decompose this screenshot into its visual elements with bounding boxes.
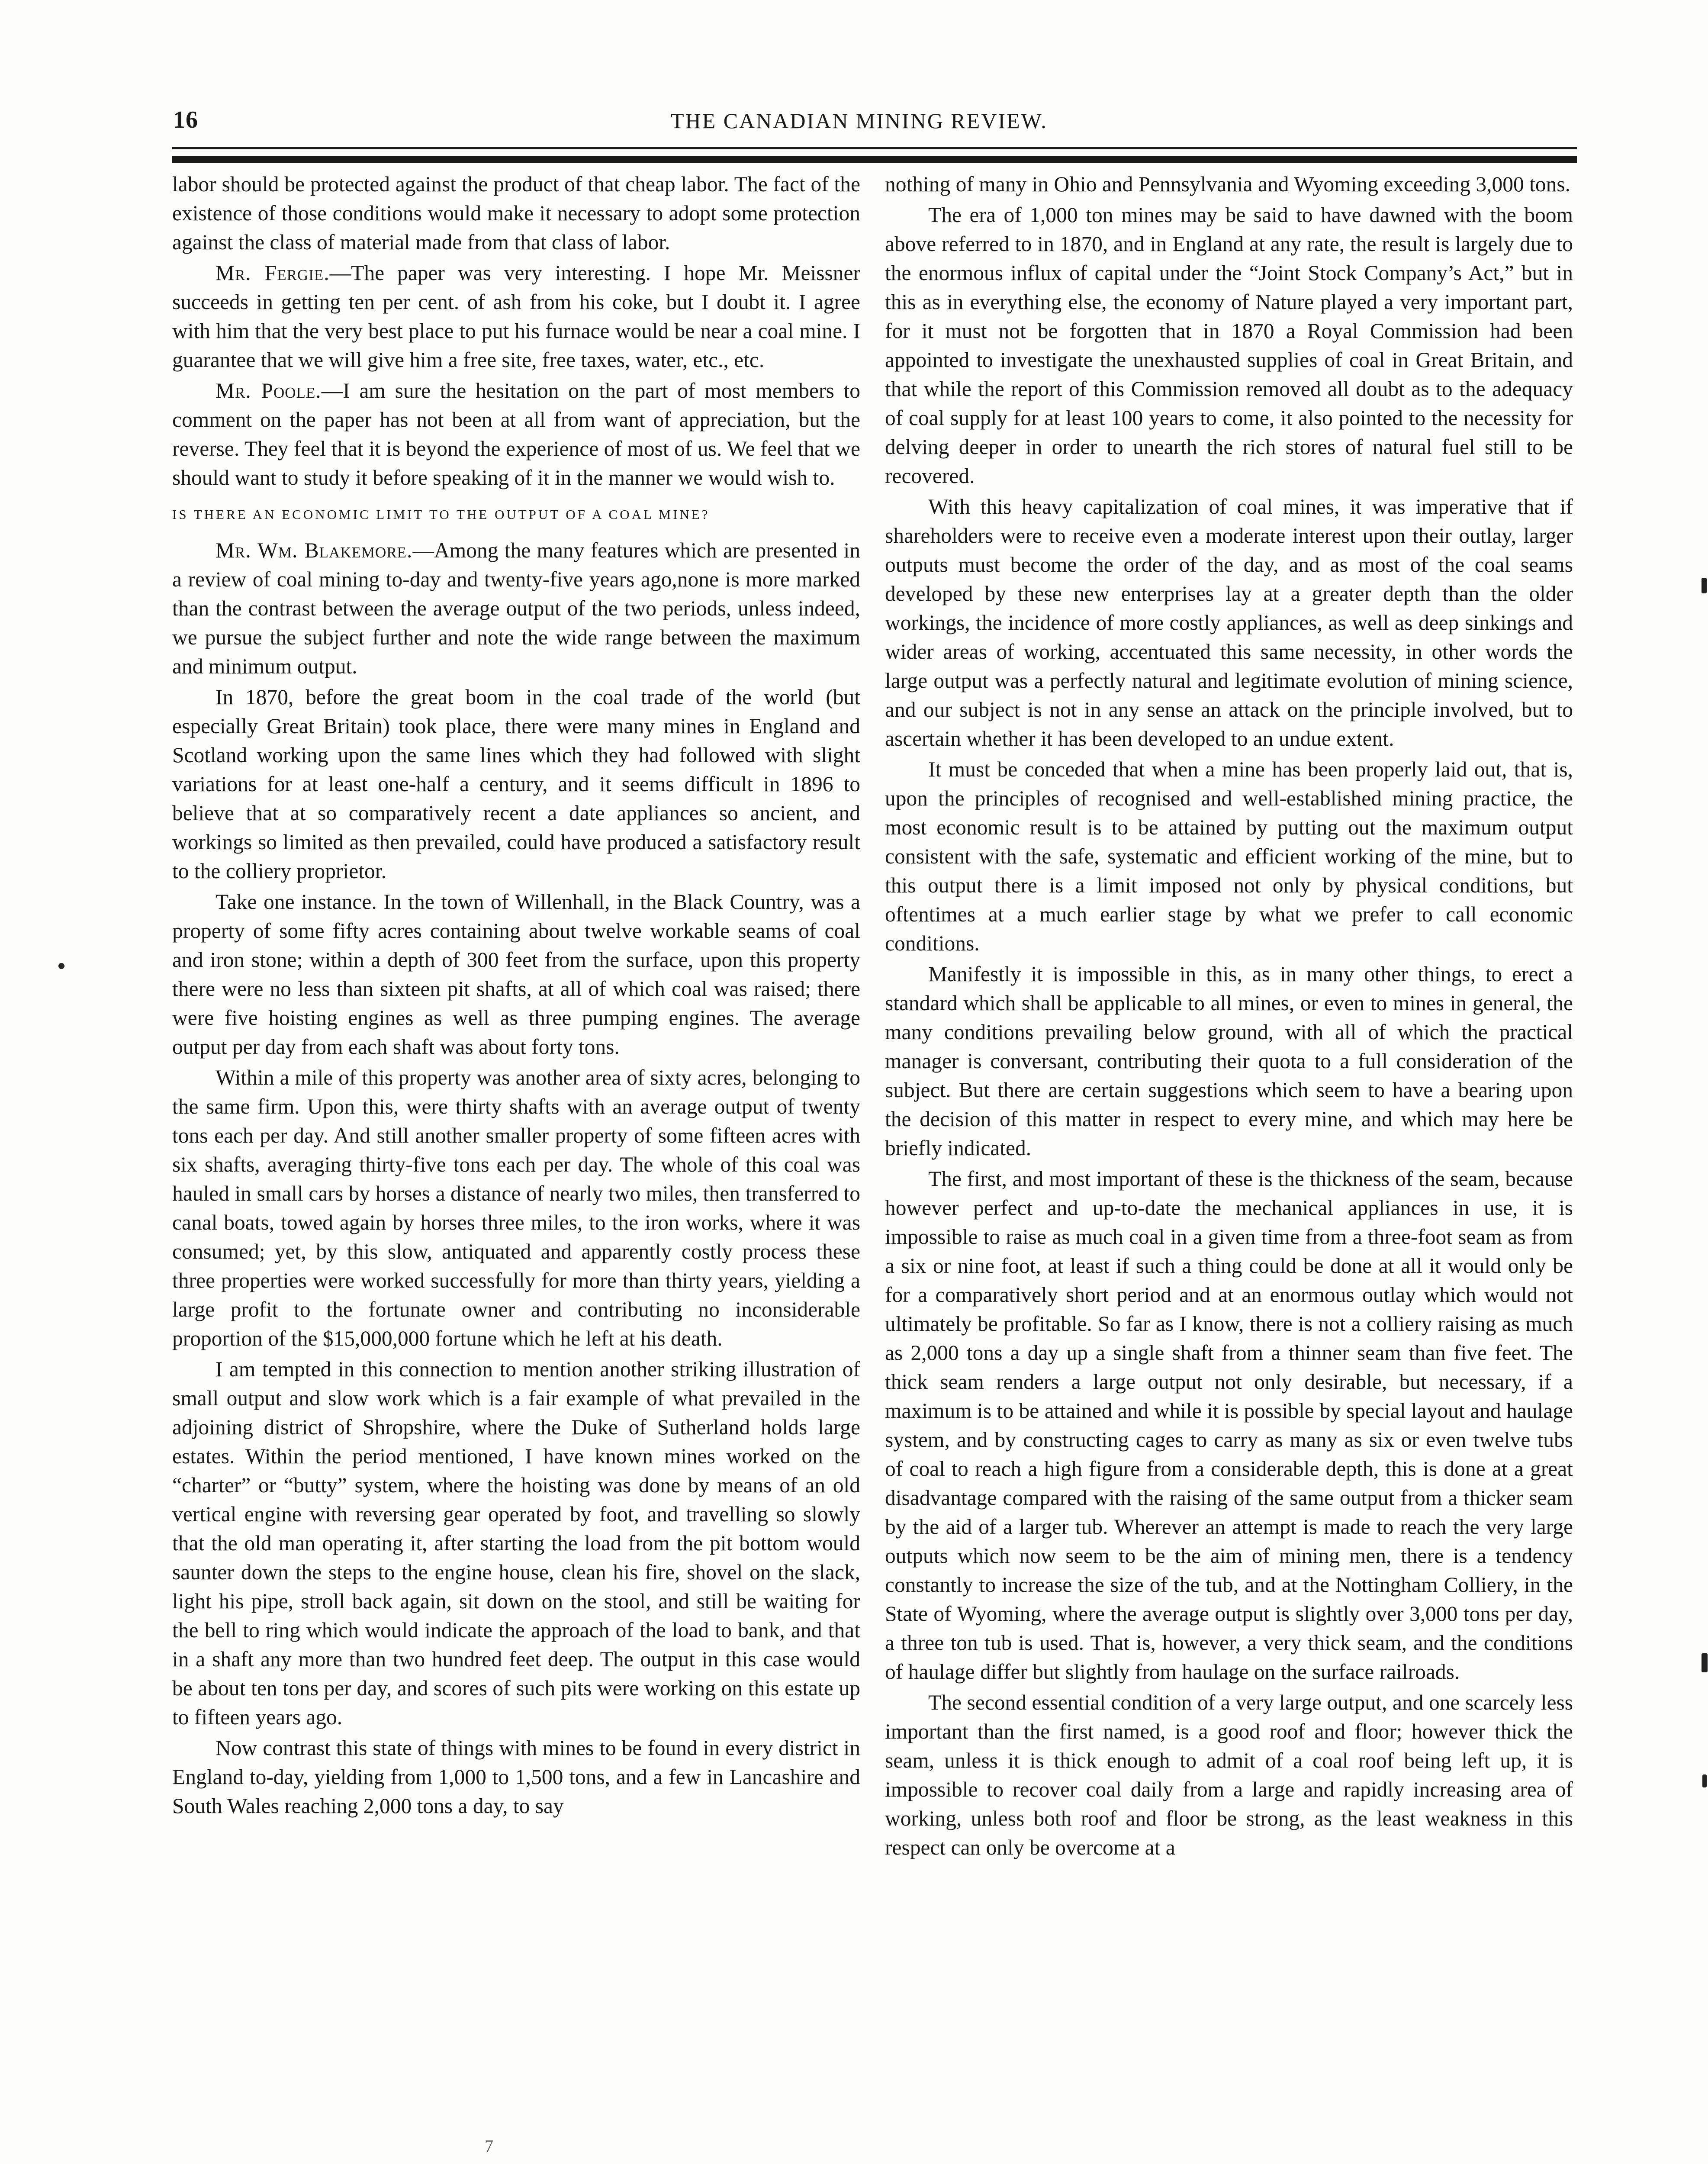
running-title: THE CANADIAN MINING REVIEW. [671, 109, 1048, 133]
paragraph: In 1870, before the great boom in the coal trade of the world (but especially Great Britain) took place, there were many mines in England and Scotland working upon the same lines which they had followed with slight variations for at least one-half a century, and it seems difficult in 1896 to believe that at so comparatively recent a date appliances so ancient, and workings so limited as then prevailed, could have produced a satisfactory result to the colliery proprietor. [172, 685, 860, 883]
right-column [885, 170, 1573, 1862]
footer-mark: 7 [485, 2136, 493, 2156]
paragraph-text: —The paper was very interesting. I hope Mr. Meissner succeeds in getting ten per cent. of ash from his coke, but I doubt it. I agree with him that the very best place to put his furnace would be near a coal mine. I guarantee that we will give him a free site, free taxes, water, etc., etc. [172, 261, 860, 372]
paragraph: It must be conceded that when a mine has been properly laid out, that is, upon the principles of recognised and well-established mining practice, the most economic result is to be attained by putting out the maximum output consistent with the safe, systematic and efficient working of the mine, but to this output there is a limit imposed not only by physical conditions, but oftentimes at a much earlier stage by what we prefer to call economic conditions. [885, 757, 1573, 955]
page-number: 16 [173, 106, 198, 133]
paragraph: Manifestly it is impossible in this, as in many other things, to erect a standard which shall be applicable to all mines, or even to mines in general, the many conditions prevailing below ground, with all of which the practical manager is conversant, contributing their quota to a full consideration of the subject. But there are certain suggestions which seem to have a bearing upon the decision of this matter in respect to every mine, and which may here be briefly indicated. [885, 962, 1573, 1160]
paragraph: I am tempted in this connection to mention another striking illustration of small output and slow work which is a fair example of what prevailed in the adjoining district of Shropshire, where the Duke of Sutherland holds large estates. Within the period mentioned, I have known mines worked on the “charter” or “butty” system, where the hoisting was done by means of an old vertical engine with reversing gear operated by foot, and travelling so slowly that the old man operating it, after starting the load from the pit bottom would saunter down the steps to the engine house, clean his fire, shovel on the slack, light his pipe, stroll back again, sit down on the stool, and still be waiting for the bell to ring which would indicate the approach of the load to bank, and that in a shaft any more than two hundred feet deep. The output in this case would be about ten tons per day, and scores of such pits were working on this estate up to fifteen years ago. [172, 1357, 860, 1729]
paragraph: Within a mile of this property was another area of sixty acres, belonging to the same firm. Upon this, were thirty shafts with an average output of twenty tons each per day. And still another smaller property of some fifteen acres with six shafts, averaging thirty-five tons each per day. The whole of this coal was hauled in small cars by horses a distance of nearly two miles, then transferred to canal boats, towed again by horses three miles, to the iron works, where it was consumed; yet, by this slow, antiquated and apparently costly process these three properties were worked successfully for more than thirty years, yielding a large profit to the fortunate owner and contributing no inconsiderable proportion of the $15,000,000 fortune which he left at his death. [172, 1066, 860, 1350]
paragraph: The first, and most important of these is the thickness of the seam, because however perfect and up-to-date the mechanical appliances in use, it is impossible to raise as much coal in a given time from a three-foot seam as from a six or nine foot, at least if such a thing could be done at all it would only be for a comparatively short period and at an enormous outlay which would not ultimately be profitable. So far as I know, there is not a colliery raising as much as 2,000 tons a day up a single shaft from a thinner seam than five feet. The thick seam renders a large output not only desirable, but necessary, if a maximum is to be attained and while it is possible by special layout and haulage system, and by constructing cages to carry as many as six or even twelve tubs of coal to reach a high figure from a considerable depth, this is done at a great disadvantage compared with the raising of the same output from a thicker seam by the aid of a larger tub. Wherever an attempt is made to reach the very large outputs which now seem to be the aim of mining men, there is a tendency constantly to increase the size of the tub, and at the Nottingham Colliery, in the State of Wyoming, where the average output is slightly over 3,000 tons per day, a three ton tub is used. That is, however, a very thick seam, and the conditions of haulage differ but slightly from haulage on the surface railroads. [885, 1167, 1573, 1684]
paragraph: labor should be protected against the product of that cheap labor. The fact of the existence of those conditions would make it necessary to adopt some protection against the class of material made from that class of labor. [172, 172, 860, 254]
paragraph [172, 376, 860, 492]
paragraph: With this heavy capitalization of coal mines, it was imperative that if shareholders were to receive even a moderate interest upon their outlay, larger outputs must become the order of the day, and as most of the coal seams developed by these new enterprises lay at a greater depth than the older workings, the incidence of more costly appliances, as well as deep sinkings and wider areas of working, accentuated this same necessity, in other words the large output was a perfectly natural and legitimate evolution of mining science, and our subject is not in any sense an attack on the principle involved, but to ascertain whether it has been developed to an undue extent. [885, 495, 1573, 750]
header-rule-thick [172, 156, 1577, 163]
margin-tick [1702, 1774, 1707, 1787]
paragraph: nothing of many in Ohio and Pennsylvania and Wyoming exceeding 3,000 tons. [885, 172, 1570, 196]
paragraph: Take one instance. In the town of Willenhall, in the Black Country, was a property of some fifty acres containing about twelve workable seams of coal and iron stone; within a depth of 300 feet from the surface, upon this property there were no less than sixteen pit shafts, at all of which coal was raised; there were five hoisting engines as well as three pumping engines. The average output per day from each shaft was about forty tons. [172, 890, 860, 1059]
header-rule-thin [172, 147, 1577, 149]
paragraph: Now contrast this state of things with mines to be found in every district in England to-day, yielding from 1,000 to 1,500 tons, and a few in Lancashire and South Wales reaching 2,000 tons a day, to say [172, 1736, 860, 1818]
paragraph: The era of 1,000 ton mines may be said to have dawned with the boom above referred to in 1870, and in England at any rate, the result is largely due to the enormous influx of capital under the “Joint Stock Company’s Act,” but in this as in everything else, the economy of Nature played a very important part, for it must not be forgotten that in 1870 a Royal Commission had been appointed to investigate the unexhausted supplies of coal in Great Britain, and that while the report of this Commission removed all doubt as to the adequacy of coal supply for at least 100 years to come, it also pointed to the necessity for delving deeper in order to unearth the rich stores of natural fuel still to be recovered. [885, 203, 1573, 488]
section-heading: IS THERE AN ECONOMIC LIMIT TO THE OUTPUT OF A COAL MINE? [172, 507, 710, 522]
left-column [172, 170, 860, 1820]
paragraph [172, 258, 860, 374]
margin-dot [58, 963, 64, 969]
speaker-name: Mr. Fergie. [216, 261, 330, 285]
paragraph: The second essential condition of a very large output, and one scarcely less important than the first named, is a good roof and floor; however thick the seam, unless it is thick enough to admit of a coal roof being left up, it is impossible to recover coal daily from a large and rapidly increasing area of working, unless both roof and floor be strong, as the least weakness in this respect can only be overcome at a [885, 1691, 1573, 1859]
margin-tick [1702, 578, 1707, 593]
speaker-name: Mr. Wm. Blakemore. [216, 538, 413, 562]
speaker-name: Mr. Poole. [216, 379, 322, 403]
paragraph-text: —I am sure the hesitation on the part of most members to comment on the paper has not been at all from want of appreciation, but the reverse. They feel that it is beyond the experience of most of us. We feel that we should want to study it before speaking of it in the manner we would wish to. [172, 379, 860, 489]
paragraph [172, 536, 860, 681]
margin-tick [1702, 1653, 1708, 1672]
paragraph-text: —Among the many features which are presented in a review of coal mining to-day and twenty-five years ago,none is more marked than the contrast between the average output of the two periods, unless indeed, we pursue the subject further and note the wide range between the maximum and minimum output. [172, 538, 860, 678]
